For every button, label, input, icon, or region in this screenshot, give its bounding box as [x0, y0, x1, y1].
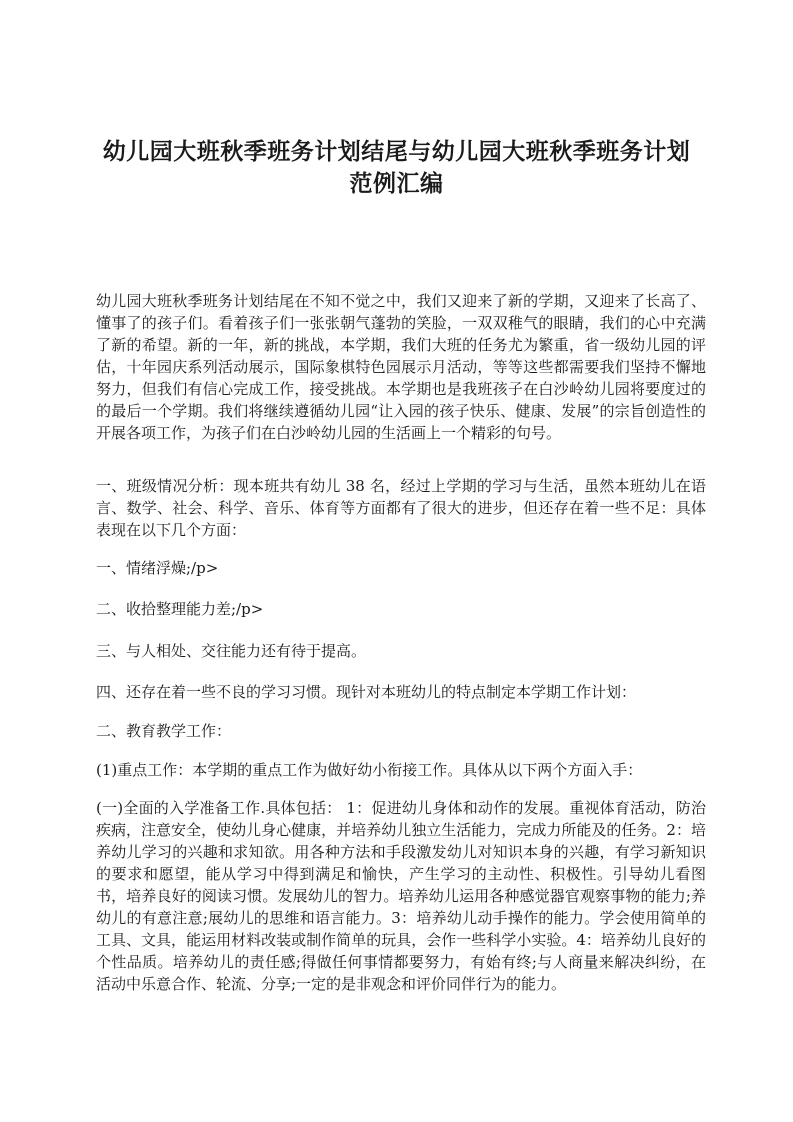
key-work-paragraph: (1)重点工作：本学期的重点工作为做好幼小衔接工作。具体从以下两个方面入手：: [96, 761, 643, 779]
intro-paragraph: 幼儿园大班秋季班务计划结尾在不知不觉之中，我们又迎来了新的学期，又迎来了长高了、懂事了的孩子们。看着孩子们一张张朝气蓬勃的笑脸，一双双稚气的眼睛，我们的心中充满了新的希望。新的一年，新的挑战，本学期，我们大班的任务尤为繁重，省一级幼儿园的评估，十年园庆系列活动展示，国际象棋特色园展示月活动，等等这些都需要我们坚持不懈地努力，但我们有信心完成工作，接受挑战。本学期也是我班孩子在白沙岭幼儿园将要度过的的最后一个学期。我们将继续遵循幼儿园“让入园的孩子快乐、健康、发展”的宗旨创造性的开展各项工作，为孩子们在白沙岭幼儿园的生活画上一个精彩的句号。: [96, 292, 706, 442]
issue-item-1: 一、情绪浮燥;/p>: [96, 559, 219, 577]
preparation-paragraph: (一)全面的入学准备工作.具体包括： 1：促进幼儿身体和动作的发展。重视体育活动，防治疾病，注意安全，使幼儿身心健康，并培养幼儿独立生活能力，完成力所能及的任务。2：培养幼儿学习的兴趣和求知欲。用各种方法和手段激发幼儿对知识本身的兴趣，有学习新知识的要求和愿望，能从学习中得到满足和愉快，产生学习的主动性、积极性。引导幼儿看图书，培养良好的阅读习惯。发展幼儿的智力。培养幼儿运用各种感觉器官观察事物的能力;养幼儿的有意注意;展幼儿的思维和语言能力。3：培养幼儿动手操作的能力。学会使用简单的工具、文具，能运用材料改装或制作简单的玩具，会作一些科学小实验。4：培养幼儿良好的个性品质。培养幼儿的责任感;得做任何事情都要努力，有始有终;与人商量来解决纠纷，在活动中乐意合作、轮流、分享;一定的是非观念和评价同伴行为的能力。: [96, 799, 706, 993]
document-title: [60, 136, 733, 200]
issue-item-2: 二、收拾整理能力差;/p>: [96, 600, 264, 618]
issue-item-4: 四、还存在着一些不良的学习习惯。现针对本班幼儿的特点制定本学期工作计划：: [96, 683, 637, 701]
section-heading-teaching: 二、教育教学工作：: [96, 722, 232, 740]
issue-item-3: 三、与人相处、交往能力还有待于提高。: [96, 642, 367, 660]
title-line-1: 幼儿园大班秋季班务计划结尾与幼儿园大班秋季班务计划: [102, 138, 691, 165]
title-line-2: 范例汇编: [349, 170, 444, 197]
class-analysis-paragraph: 一、班级情况分析：现本班共有幼儿 38 名，经过上学期的学习与生活，虽然本班幼儿在语言、数学、社会、科学、音乐、体育等方面都有了很大的进步，但还存在着一些不足：具体表现在以下几个方面：: [96, 477, 706, 539]
